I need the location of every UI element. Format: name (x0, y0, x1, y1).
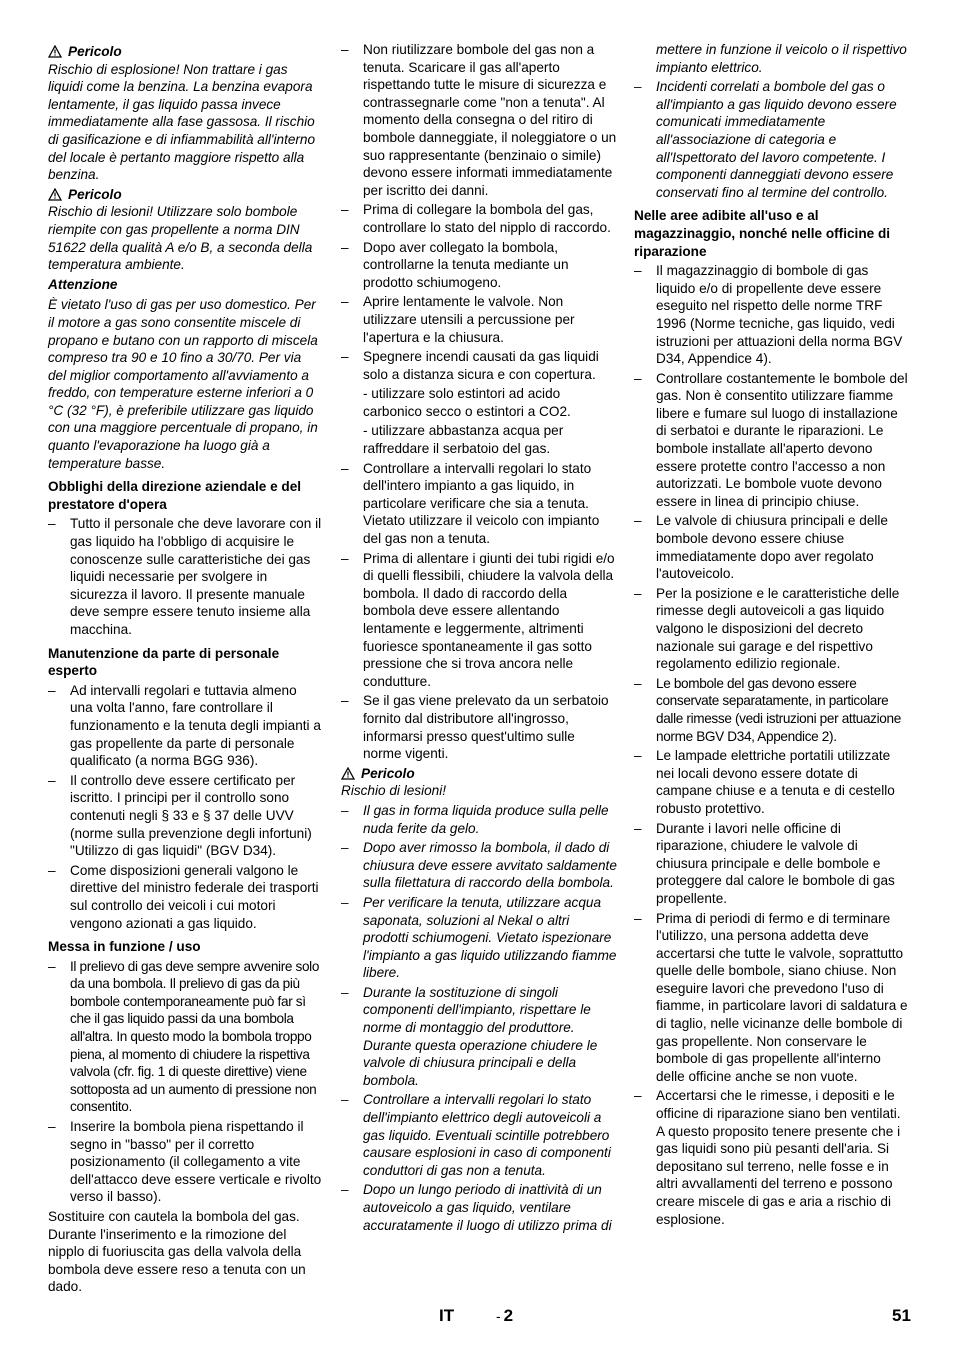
list-item: – Incidenti correlati a bombole del gas o all'impianto a gas liquido devono essere comunicati immediatamente all'associazione di categoria e all'Ispettorato del lavoro competente. I componenti danneggiati devono essere conservati fino al termine del controllo. (634, 78, 910, 201)
list-item: – Durante i lavori nelle officine di riparazione, chiudere le valvole di chiusura principale e delle bombole e proteggere dal calore le bombole di gas propellente. (634, 820, 910, 908)
danger-title: Pericolo (68, 44, 122, 59)
list-item: – Durante la sostituzione di singoli componenti dell'impianto, rispettare le norme di montaggio del produttore. Durante questa operazione chiudere le valvole di chiusura principali e della bombola. (341, 984, 617, 1090)
column-left (48, 41, 323, 1298)
section-heading-obblighi: Obblighi della direzione aziendale e del prestatore d'opera (48, 479, 302, 512)
list-item: – Prima di collegare la bombola del gas, controllare lo stato del nipplo di raccordo. (341, 201, 617, 236)
page-number: 51 (892, 1306, 911, 1325)
continued-text: mettere in funzione il veicolo o il rispettivo impianto elettrico. (656, 42, 907, 75)
obblighi-list (48, 515, 323, 638)
danger-list (341, 802, 617, 1234)
safety-list-b (341, 460, 617, 763)
sub-instruction: - utilizzare abbastanza acqua per raffreddare il serbatoio del gas. (363, 423, 564, 457)
section-heading-messa-in-funzione: Messa in funzione / uso (48, 939, 201, 955)
attention-text: È vietato l'uso di gas per uso domestico. Per il motore a gas sono consentite miscele di propano e butano con un rapporto di miscela compreso tra 90 e 10 fino a 30/70. Per via del miglior comportamento all'avviamento a freddo, con temperature esterne inferiori a 0 °C (32 °F), è preferibile utilizzare gas liquido con una maggiore percentuale di propano, in quanto l'evaporazione ha luogo già a temperature basse. (48, 297, 318, 471)
list-item: – Inserire la bombola piena rispettando il segno in "basso" per il corretto posizionamento (il collegamento a vite dell'attacco deve essere verticale e rivolto verso il basso). (48, 1118, 323, 1206)
danger-text: Rischio di lesioni! (341, 783, 447, 799)
section-heading-aree: Nelle aree adibite all'uso e al magazzinaggio, nonché nelle officine di riparazione (634, 208, 891, 259)
paragraph: Sostituire con cautela la bombola del gas. Durante l'inserimento e la rimozione del nipplo di fuoriuscita gas della valvola della bombola deve essere reso a tenuta con un dado. (48, 1209, 306, 1295)
list-item: – Come disposizioni generali valgono le direttive del ministro federale dei trasporti sul controllo dei veicoli i cui motori vengono azionati a gas liquido. (48, 862, 323, 932)
list-item: – Dopo un lungo periodo di inattività di un autoveicolo a gas liquido, ventilare accuratamente il luogo di utilizzo prima di (341, 1181, 617, 1234)
danger-heading (48, 186, 323, 204)
attention-title: Attenzione (48, 276, 118, 292)
safety-list-a (341, 41, 617, 383)
list-item: – Tutto il personale che deve lavorare con il gas liquido ha l'obbligo di acquisire le conoscenze sulle caratteristiche dei gas liquidi necessarie per svolgere in sicurezza il lavoro. Il presente manuale deve sempre essere tenuto insieme alla macchina. (48, 515, 323, 638)
list-item: – Il prelievo di gas deve sempre avvenire solo da una bombola. Il prelievo di gas da più bombole contemporaneamente può far sì che il gas liquido passi da una bombola all'altra. In questo modo la bombola troppo piena, al momento di chiudere la rispettiva valvola (cfr. fig. 1 di queste direttive) viene sottoposta ad un aumento di pressione non consentito. (48, 958, 323, 1116)
list-item: – Le valvole di chiusura principali e delle bombole devono essere chiuse immediatamente dopo aver regolato l'autoveicolo. (634, 512, 910, 582)
list-item: – Dopo aver rimosso la bombola, il dado di chiusura deve essere avvitato saldamente sulla filettatura di raccordo della bombola. (341, 839, 617, 892)
footer-section (496, 1307, 513, 1326)
list-item: – Accertarsi che le rimesse, i depositi e le officine di riparazione siano ben ventilati. A questo proposito tenere presente che i gas liquidi sono più pesanti dell'aria. Si depositano sul terreno, nelle fosse e in altri avvallamenti del terreno e possono creare miscele di gas e aria a rischio di esplosione. (634, 1087, 910, 1228)
footer-section-number: 2 (503, 1306, 514, 1325)
danger-title: Pericolo (68, 186, 122, 202)
messa-list (48, 958, 323, 1206)
warning-triangle-icon (48, 45, 62, 58)
section-heading-manutenzione: Manutenzione da parte di personale esperto (48, 645, 280, 679)
list-item: – Prima di periodi di fermo e di terminare l'utilizzo, una persona addetta deve accertarsi che tutte le valvole, soprattutto quelle delle bombole, siano chiuse. Non eseguire lavori che prevedono l'uso di fiamme, in particolare lavori di saldatura e di taglio, nelle vicinanze delle bombole di gas propellente. Non conservare le bombole di gas propellente all'interno delle officine anche se non vuote. (634, 910, 910, 1086)
list-item: – Controllare costantemente le bombole del gas. Non è consentito utilizzare fiamme libere e fumare sul luogo di installazione di serbatoi e durante le riparazioni. Le bombole installate all'aperto devono essere protette contro l'accesso a non autorizzati. Le bombole vuote devono essere in linea di principio chiuse. (634, 370, 910, 511)
column-right (634, 41, 910, 1230)
list-item: – Ad intervalli regolari e tuttavia almeno una volta l'anno, fare controllare il funzionamento e la tenuta degli impianti a gas propellente da parte di personale qualificato (a norma BGG 936). (48, 682, 323, 770)
footer-language: IT (439, 1306, 455, 1325)
sub-instruction: - utilizzare solo estintori ad acido carbonico secco o estintori a CO2. (363, 386, 571, 419)
danger-text: Rischio di esplosione! Non trattare i gas liquidi come la benzina. La benzina evapora lentamente, il gas liquido passa invece immediatamente alla fase gassosa. Il rischio di gasificazione e di infiammabilità all'interno del locale è pertanto maggiore rispetto alla benzina. (48, 61, 316, 183)
list-item: – Il gas in forma liquida produce sulla pelle nuda ferite da gelo. (341, 802, 617, 837)
danger-title: Pericolo (361, 765, 415, 781)
list-item: – Aprire lentamente le valvole. Non utilizzare utensili a percussione per l'apertura e la chiusura. (341, 293, 617, 346)
danger-list-continued (634, 78, 910, 201)
warning-triangle-icon (341, 767, 355, 780)
aree-list (634, 262, 910, 1228)
list-item: – Se il gas viene prelevato da un serbatoio fornito dal distributore all'ingrosso, informarsi presso quest'ultimo sulle norme vigenti. (341, 692, 617, 762)
list-item: – Controllare a intervalli regolari lo stato dell'intero impianto a gas liquido, in particolare verificare che sia a tenuta. Vietato utilizzare il veicolo con impianto del gas non a tenuta. (341, 460, 617, 548)
manutenzione-list (48, 682, 323, 932)
column-middle (341, 41, 617, 1236)
list-item: – Le bombole del gas devono essere conservate separatamente, in particolare dalle rimesse (vedi istruzioni per attuazione norme BGV D34, Appendice 2). (634, 675, 910, 745)
list-item: – Il magazzinaggio di bombole di gas liquido e/o di propellente deve essere eseguito nel rispetto delle norme TRF 1996 (Norme tecniche, gas liquido, vedi istruzioni per attuazioni della norma BGV D34, Appendice 4). (634, 262, 910, 368)
list-item: – Le lampade elettriche portatili utilizzate nei locali devono essere dotate di campane chiuse e a tenuta e di cestello robusto protettivo. (634, 747, 910, 817)
list-item: – Il controllo deve essere certificato per iscritto. I principi per il controllo sono contenuti negli § 33 e § 37 delle UVV (norme sulla prevenzione degli infortuni) "Utilizzo di gas liquidi" (BGV D34). (48, 772, 323, 860)
list-item: – Spegnere incendi causati da gas liquidi solo a distanza sicura e con copertura. (341, 348, 617, 383)
warning-triangle-icon (48, 188, 62, 201)
danger-heading (48, 43, 323, 61)
list-item: – Per la posizione e le caratteristiche delle rimesse degli autoveicoli a gas liquido valgono le disposizioni del decreto nazionale sui garage e del rispettivo regolamento edilizio regionale. (634, 585, 910, 673)
list-item: – Controllare a intervalli regolari lo stato dell'impianto elettrico degli autoveicoli a gas liquido. Eventuali scintille potrebbero causare esplosioni in caso di componenti conduttori di gas non a tenuta. (341, 1091, 617, 1179)
list-item: – Non riutilizzare bombole del gas non a tenuta. Scaricare il gas all'aperto rispettando tutte le misure di sicurezza e contrassegnarle come "non a tenuta". Al momento della consegna o del ritiro di bombole danneggiate, il noleggiatore o un suo rappresentante (benzinaio o simile) devono essere informati immediatamente per iscritto dei danni. (341, 41, 617, 199)
list-item: – Dopo aver collegato la bombola, controllarne la tenuta mediante un prodotto schiumogeno. (341, 239, 617, 292)
footer-dash: - (496, 1308, 501, 1324)
danger-text: Rischio di lesioni! Utilizzare solo bombole riempite con gas propellente a norma DIN 51622 della qualità A e/o B, a seconda della temperatura ambiente. (48, 204, 313, 273)
list-item: – Per verificare la tenuta, utilizzare acqua saponata, soluzioni al Nekal o altri prodotti schiumogeni. Vietato ispezionare l'impianto a gas liquido utilizzando fiamme libere. (341, 894, 617, 982)
list-item: – Prima di allentare i giunti dei tubi rigidi e/o di quelli flessibili, chiudere la valvola della bombola. Il dado di raccordo della bombola deve essere allentando lentamente e leggermente, altrimenti fuoriesce spontaneamente il gas sotto pressione che si trova ancora nelle condutture. (341, 550, 617, 691)
danger-heading (341, 765, 617, 783)
